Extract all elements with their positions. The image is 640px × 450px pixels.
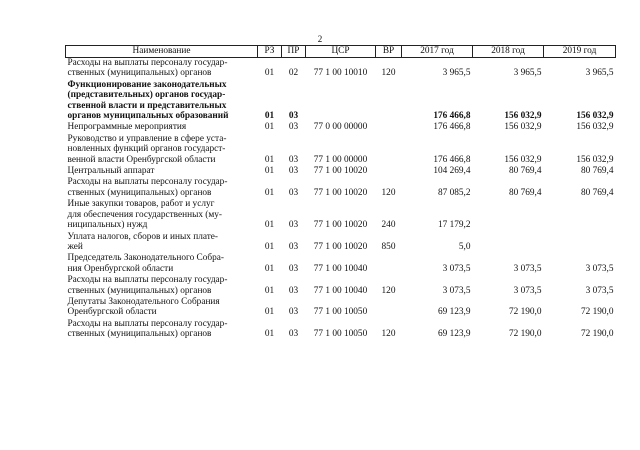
row-2018: 80 769,4 [508, 166, 542, 177]
row-2019 [544, 199, 616, 231]
page-number: 2 [317, 34, 323, 44]
row-2019: 72 190,0 [580, 329, 614, 340]
row-name-line: Председатель Законодательного Собра- [67, 253, 224, 264]
row-name-line: Центральный аппарат [67, 166, 155, 177]
row-2018: 80 769,4 [508, 187, 542, 198]
row-rz: 01 [264, 241, 275, 252]
row-2018: 3 965,5 [513, 68, 542, 79]
row-rz: 01 [264, 285, 275, 296]
row-pr: 03 [288, 220, 299, 231]
row-name-line: (представительных) органов государ- [67, 90, 226, 101]
row-2018: 156 032,9 [504, 111, 542, 122]
row-2017: 5,0 [458, 241, 471, 252]
header-rz: РЗ [258, 46, 282, 58]
row-2017: 69 123,9 [437, 329, 471, 340]
row-name-line: ственных (муниципальных) органов [67, 187, 212, 198]
row-vr [376, 253, 402, 275]
row-name [66, 134, 258, 166]
header-pr: ПР [282, 46, 306, 58]
table-row [66, 199, 616, 231]
row-csr: 77 1 00 10010 [313, 68, 368, 79]
table-row [66, 122, 616, 133]
row-name [66, 297, 258, 319]
row-pr: 03 [288, 307, 299, 318]
row-csr: 77 1 00 10040 [313, 263, 368, 274]
table-row [66, 297, 616, 319]
row-pr: 03 [288, 166, 299, 177]
row-csr: 77 0 00 00000 [313, 122, 368, 133]
row-name-line: ственных (муниципальных) органов [67, 68, 212, 79]
table-row [66, 166, 616, 177]
row-vr: 120 [381, 329, 396, 340]
row-name-line: Руководство и управление в сфере уста- [67, 133, 227, 144]
row-2019: 3 073,5 [585, 285, 614, 296]
header-2018: 2018 год [473, 46, 544, 58]
row-vr [376, 166, 402, 177]
row-2019: 72 190,0 [580, 307, 614, 318]
row-2017: 87 085,2 [437, 187, 471, 198]
table-row [66, 177, 616, 199]
table-row [66, 80, 616, 123]
table-row [66, 253, 616, 275]
row-name [66, 199, 258, 231]
row-csr [306, 80, 376, 123]
row-vr [376, 80, 402, 123]
row-name-line: ниципальных) нужд [67, 220, 148, 231]
row-name-line: ственной власти и представительных [67, 100, 227, 111]
row-rz: 01 [264, 220, 275, 231]
table-row [66, 232, 616, 254]
row-2018: 156 032,9 [504, 122, 542, 133]
row-name [66, 319, 258, 341]
row-csr: 77 1 00 10040 [313, 285, 368, 296]
row-csr: 77 1 00 10020 [313, 220, 368, 231]
row-csr: 77 1 00 10050 [313, 329, 368, 340]
table-row [66, 275, 616, 297]
row-vr: 240 [381, 220, 396, 231]
row-name-line: Функционирование законодательных [67, 79, 227, 90]
row-rz: 01 [264, 307, 275, 318]
row-2017: 176 466,8 [433, 154, 471, 165]
row-vr: 850 [381, 241, 396, 252]
row-name-line: жей [67, 241, 83, 252]
row-2017: 69 123,9 [437, 307, 471, 318]
row-pr: 03 [288, 187, 299, 198]
row-2018 [473, 199, 544, 231]
budget-table [65, 45, 616, 341]
row-pr: 03 [288, 263, 299, 274]
row-2019: 80 769,4 [580, 187, 614, 198]
row-name-line: Расходы на выплаты персоналу государ- [67, 177, 228, 188]
row-name-line: органов муниципальных образований [67, 111, 229, 122]
row-rz: 01 [264, 329, 275, 340]
row-pr: 03 [288, 111, 299, 122]
row-name [66, 122, 258, 133]
row-2017: 3 965,5 [442, 68, 471, 79]
row-vr [376, 134, 402, 166]
row-rz: 01 [264, 68, 275, 79]
row-rz: 01 [264, 111, 275, 122]
header-name: Наименование [66, 46, 258, 58]
row-name-line: Непрограммные мероприятия [67, 122, 187, 133]
row-name [66, 253, 258, 275]
row-name-line: ственных (муниципальных) органов [67, 285, 212, 296]
row-2019: 3 073,5 [585, 263, 614, 274]
table-row [66, 134, 616, 166]
row-name-line: ственных (муниципальных) органов [67, 329, 212, 340]
row-name-line: Расходы на выплаты персоналу государ- [67, 318, 228, 329]
table-body [66, 58, 616, 341]
row-name-line: Депутаты Законодательного Собрания [67, 296, 220, 307]
row-2019: 80 769,4 [580, 166, 614, 177]
row-vr [376, 297, 402, 319]
row-name-line: Уплата налогов, сборов и иных плате- [67, 231, 219, 242]
row-csr: 77 1 00 00000 [313, 154, 368, 165]
row-name [66, 58, 258, 80]
row-pr: 03 [288, 241, 299, 252]
row-name-line: Иные закупки товаров, работ и услуг [67, 199, 215, 210]
row-csr: 77 1 00 10020 [313, 166, 368, 177]
row-rz: 01 [264, 166, 275, 177]
row-2017: 176 466,8 [433, 122, 471, 133]
row-name-line: новленных функций органов государст- [67, 144, 226, 155]
row-rz: 01 [264, 122, 275, 133]
row-name [66, 166, 258, 177]
row-2019: 156 032,9 [576, 111, 614, 122]
row-name [66, 232, 258, 254]
row-2017: 17 179,2 [437, 220, 471, 231]
row-2018: 3 073,5 [513, 263, 542, 274]
row-vr [376, 122, 402, 133]
header-2019: 2019 год [544, 46, 616, 58]
header-2017: 2017 год [402, 46, 473, 58]
row-2018: 72 190,0 [508, 307, 542, 318]
row-2019 [544, 232, 616, 254]
row-name [66, 177, 258, 199]
row-2017: 104 269,4 [433, 166, 471, 177]
table-header-row [66, 46, 616, 58]
row-2018: 3 073,5 [513, 285, 542, 296]
row-pr: 03 [288, 329, 299, 340]
row-csr: 77 1 00 10050 [313, 307, 368, 318]
row-2018: 72 190,0 [508, 329, 542, 340]
row-2017: 176 466,8 [433, 111, 471, 122]
row-2019: 156 032,9 [576, 122, 614, 133]
row-rz: 01 [264, 263, 275, 274]
row-name-line: Расходы на выплаты персоналу государ- [67, 58, 228, 68]
row-name-line: венной власти Оренбургской области [67, 154, 216, 165]
row-pr: 02 [288, 68, 299, 79]
row-2017: 3 073,5 [442, 285, 471, 296]
row-pr: 03 [288, 285, 299, 296]
row-rz: 01 [264, 154, 275, 165]
row-rz: 01 [264, 187, 275, 198]
row-2018 [473, 232, 544, 254]
row-pr: 03 [288, 154, 299, 165]
row-2019: 156 032,9 [576, 154, 614, 165]
row-vr: 120 [381, 187, 396, 198]
row-csr: 77 1 00 10020 [313, 187, 368, 198]
row-name [66, 80, 258, 123]
row-name-line: для обеспечения государственных (му- [67, 209, 223, 220]
table-row [66, 319, 616, 341]
row-pr: 03 [288, 122, 299, 133]
row-2018: 156 032,9 [504, 154, 542, 165]
row-csr: 77 1 00 10020 [313, 241, 368, 252]
header-vr: ВР [376, 46, 402, 58]
row-2019: 3 965,5 [585, 68, 614, 79]
table-row [66, 58, 616, 80]
row-name-line: ния Оренбургской области [67, 263, 174, 274]
row-2017: 3 073,5 [442, 263, 471, 274]
row-vr: 120 [381, 285, 396, 296]
row-name-line: Оренбургской области [67, 307, 157, 318]
header-csr: ЦСР [306, 46, 376, 58]
row-vr: 120 [381, 68, 396, 79]
row-name [66, 275, 258, 297]
row-name-line: Расходы на выплаты персоналу государ- [67, 275, 228, 286]
